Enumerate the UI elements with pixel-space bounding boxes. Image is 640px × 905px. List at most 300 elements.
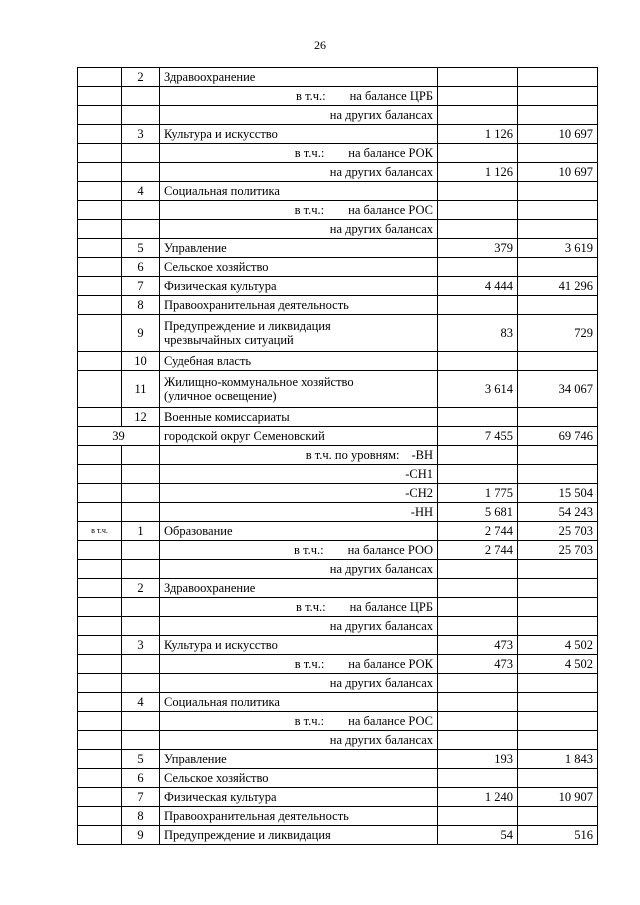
table-row <box>78 315 598 352</box>
table-row <box>78 788 598 807</box>
row-value-2 <box>518 465 598 484</box>
row-label-line2: чрезвычайных ситуаций <box>164 333 294 347</box>
row-sublabel-wrap <box>164 733 433 747</box>
row-label-cell <box>160 731 438 750</box>
row-label: Предупреждение и ликвидация <box>164 828 331 842</box>
row-label: Сельское хозяйство <box>164 771 269 785</box>
row-value-1: 2 744 <box>438 541 518 560</box>
row-label-cell <box>160 446 438 465</box>
row-label: Здравоохранение <box>164 70 256 84</box>
row-item-number: 7 <box>122 277 160 296</box>
row-group-code <box>78 258 122 277</box>
row-value-2 <box>518 807 598 826</box>
row-sublabel-wrap <box>164 467 433 481</box>
row-sublabel-wrap <box>164 448 433 462</box>
row-sublabel: -ВН <box>411 448 433 462</box>
row-value-1 <box>438 87 518 106</box>
table-row <box>78 352 598 371</box>
row-value-2: 15 504 <box>518 484 598 503</box>
table-row <box>78 522 598 541</box>
row-value-2 <box>518 144 598 163</box>
table-row <box>78 239 598 258</box>
row-group-code <box>78 731 122 750</box>
row-sublabel: на балансе РОК <box>348 657 433 671</box>
row-value-1 <box>438 408 518 427</box>
row-item-number: 2 <box>122 68 160 87</box>
row-group-code <box>78 617 122 636</box>
row-group-code <box>78 484 122 503</box>
row-item-number: 9 <box>122 826 160 845</box>
row-value-1 <box>438 106 518 125</box>
table-row <box>78 617 598 636</box>
row-label-cell <box>160 106 438 125</box>
row-value-1: 3 614 <box>438 371 518 408</box>
row-value-1 <box>438 712 518 731</box>
table-row <box>78 446 598 465</box>
table-row <box>78 503 598 522</box>
row-sublabel: на других балансах <box>329 676 433 690</box>
row-label-cell <box>160 598 438 617</box>
row-item-number <box>122 163 160 182</box>
row-group-code <box>78 826 122 845</box>
row-label-cell <box>160 258 438 277</box>
row-sublabel: -СН1 <box>405 467 433 481</box>
row-item-number <box>122 484 160 503</box>
row-value-1 <box>438 220 518 239</box>
row-prefix: в т.ч.: <box>294 203 325 217</box>
row-group-code <box>78 446 122 465</box>
row-group-code <box>78 220 122 239</box>
row-label-cell <box>160 352 438 371</box>
row-group-code <box>78 182 122 201</box>
row-label-cell <box>160 750 438 769</box>
row-value-1 <box>438 731 518 750</box>
row-value-2 <box>518 201 598 220</box>
row-item-number: 4 <box>122 693 160 712</box>
table-row <box>78 598 598 617</box>
row-item-number: 7 <box>122 788 160 807</box>
row-group-code <box>78 541 122 560</box>
row-value-1 <box>438 182 518 201</box>
table-row <box>78 258 598 277</box>
row-value-2 <box>518 617 598 636</box>
row-label: Предупреждение и ликвидация <box>164 319 331 333</box>
row-sublabel: -СН2 <box>405 486 433 500</box>
row-item-number <box>122 144 160 163</box>
table-row <box>78 484 598 503</box>
row-item-number <box>122 106 160 125</box>
row-group-code <box>78 144 122 163</box>
row-sublabel-wrap <box>164 486 433 500</box>
row-item-number: 11 <box>122 371 160 408</box>
row-group-code <box>78 239 122 258</box>
row-value-1 <box>438 617 518 636</box>
row-item-number: 10 <box>122 352 160 371</box>
table-row <box>78 636 598 655</box>
table-row <box>78 106 598 125</box>
row-value-1 <box>438 674 518 693</box>
table-row <box>78 541 598 560</box>
row-item-number <box>122 712 160 731</box>
row-value-2: 4 502 <box>518 636 598 655</box>
row-group-code <box>78 598 122 617</box>
table-row <box>78 712 598 731</box>
table-row <box>78 144 598 163</box>
row-label: Военные комиссариаты <box>164 410 290 424</box>
row-value-2 <box>518 182 598 201</box>
row-group-code <box>78 201 122 220</box>
table-row <box>78 201 598 220</box>
row-prefix: в т.ч. по уровням: <box>305 448 400 462</box>
row-group-code <box>78 750 122 769</box>
row-value-2 <box>518 87 598 106</box>
row-group-code <box>78 503 122 522</box>
row-value-2 <box>518 68 598 87</box>
row-group-code <box>78 87 122 106</box>
row-value-1: 54 <box>438 826 518 845</box>
row-group-code <box>78 125 122 144</box>
row-value-1 <box>438 560 518 579</box>
row-sublabel-wrap <box>164 108 433 122</box>
table-row <box>78 560 598 579</box>
row-value-2 <box>518 258 598 277</box>
row-label-cell <box>160 693 438 712</box>
row-group-code <box>78 788 122 807</box>
row-value-1: 473 <box>438 636 518 655</box>
row-label-cell <box>160 125 438 144</box>
row-label-cell <box>160 465 438 484</box>
row-value-2 <box>518 598 598 617</box>
row-label-cell <box>160 655 438 674</box>
row-label-cell <box>160 560 438 579</box>
table-row <box>78 163 598 182</box>
row-value-2: 1 843 <box>518 750 598 769</box>
row-label-cell <box>160 636 438 655</box>
row-prefix: в т.ч.: <box>296 600 326 614</box>
row-sublabel-wrap <box>164 146 433 160</box>
row-value-2 <box>518 296 598 315</box>
table-row <box>78 182 598 201</box>
row-item-number: 5 <box>122 239 160 258</box>
row-label-cell <box>160 220 438 239</box>
row-value-1: 1 126 <box>438 163 518 182</box>
row-district-number: 39 <box>78 427 160 446</box>
table-row <box>78 87 598 106</box>
row-sublabel-wrap <box>164 505 433 519</box>
row-label: Здравоохранение <box>164 581 256 595</box>
row-prefix: в т.ч.: <box>294 146 325 160</box>
row-value-2 <box>518 731 598 750</box>
table-row <box>78 655 598 674</box>
table-row <box>78 220 598 239</box>
row-sublabel-wrap <box>164 600 433 614</box>
row-label-cell <box>160 579 438 598</box>
row-value-1 <box>438 446 518 465</box>
table-row <box>78 807 598 826</box>
row-label-cell <box>160 144 438 163</box>
row-sublabel: на балансе РОС <box>348 714 433 728</box>
table-row <box>78 693 598 712</box>
row-label-line2: (уличное освещение) <box>164 389 277 403</box>
row-value-1 <box>438 68 518 87</box>
row-item-number: 12 <box>122 408 160 427</box>
row-value-1: 4 444 <box>438 277 518 296</box>
row-item-number: 3 <box>122 636 160 655</box>
row-group-code <box>78 674 122 693</box>
row-prefix: в т.ч.: <box>294 714 325 728</box>
row-item-number: 2 <box>122 579 160 598</box>
row-label: Управление <box>164 241 227 255</box>
row-value-1: 1 775 <box>438 484 518 503</box>
page-number: 26 <box>314 38 326 52</box>
row-value-2 <box>518 106 598 125</box>
row-sublabel: на балансе ЦРБ <box>349 600 433 614</box>
row-group-code <box>78 408 122 427</box>
row-item-number <box>122 560 160 579</box>
row-label: Физическая культура <box>164 790 277 804</box>
row-sublabel: на других балансах <box>329 619 433 633</box>
row-value-1: 473 <box>438 655 518 674</box>
row-value-1 <box>438 807 518 826</box>
row-sublabel-wrap <box>164 543 433 557</box>
row-group-code <box>78 315 122 352</box>
row-value-2 <box>518 693 598 712</box>
row-value-2 <box>518 560 598 579</box>
row-value-1 <box>438 352 518 371</box>
row-item-number <box>122 465 160 484</box>
row-group-code <box>78 560 122 579</box>
row-group-code <box>78 807 122 826</box>
row-value-2: 10 907 <box>518 788 598 807</box>
row-value-2: 4 502 <box>518 655 598 674</box>
row-value-1 <box>438 296 518 315</box>
row-value-2 <box>518 220 598 239</box>
row-label: Культура и искусство <box>164 638 278 652</box>
row-item-number <box>122 617 160 636</box>
row-sublabel-wrap <box>164 222 433 236</box>
table-row <box>78 408 598 427</box>
table-body <box>78 68 598 845</box>
row-label-cell <box>160 408 438 427</box>
row-value-1: 379 <box>438 239 518 258</box>
row-value-2: 10 697 <box>518 163 598 182</box>
row-label: Культура и искусство <box>164 127 278 141</box>
row-label: Управление <box>164 752 227 766</box>
row-value-2: 34 067 <box>518 371 598 408</box>
row-sublabel: -НН <box>410 505 433 519</box>
row-value-1: 7 455 <box>438 427 518 446</box>
row-item-number: 6 <box>122 769 160 788</box>
row-group-code <box>78 352 122 371</box>
row-sublabel: на других балансах <box>329 222 433 236</box>
row-item-number: 6 <box>122 258 160 277</box>
row-value-2: 516 <box>518 826 598 845</box>
row-label-cell <box>160 163 438 182</box>
table-row <box>78 579 598 598</box>
table-row <box>78 427 598 446</box>
row-group-code: в т.ч. <box>78 522 122 541</box>
row-label-cell <box>160 541 438 560</box>
table-row <box>78 674 598 693</box>
row-sublabel-wrap <box>164 203 433 217</box>
row-item-number <box>122 598 160 617</box>
row-prefix: в т.ч.: <box>294 543 324 557</box>
row-value-2: 25 703 <box>518 541 598 560</box>
row-group-code <box>78 296 122 315</box>
row-item-number: 9 <box>122 315 160 352</box>
row-value-2: 54 243 <box>518 503 598 522</box>
row-value-1 <box>438 598 518 617</box>
row-value-2: 25 703 <box>518 522 598 541</box>
row-item-number <box>122 87 160 106</box>
row-value-2 <box>518 579 598 598</box>
row-value-2: 729 <box>518 315 598 352</box>
row-value-2 <box>518 769 598 788</box>
row-group-code <box>78 163 122 182</box>
table-row <box>78 296 598 315</box>
row-label: Сельское хозяйство <box>164 260 269 274</box>
row-label-cell <box>160 201 438 220</box>
row-item-number: 8 <box>122 296 160 315</box>
row-value-2: 3 619 <box>518 239 598 258</box>
row-group-code <box>78 68 122 87</box>
row-value-1 <box>438 258 518 277</box>
row-label: Образование <box>164 524 233 538</box>
row-value-2: 69 746 <box>518 427 598 446</box>
row-label: городской округ Семеновский <box>164 429 325 443</box>
row-group-code <box>78 655 122 674</box>
row-label-cell <box>160 617 438 636</box>
row-item-number <box>122 731 160 750</box>
row-item-number <box>122 674 160 693</box>
row-value-2 <box>518 446 598 465</box>
row-label-cell <box>160 239 438 258</box>
row-sublabel: на других балансах <box>329 562 433 576</box>
row-label-cell <box>160 712 438 731</box>
row-label: Правоохранительная деятельность <box>164 809 349 823</box>
row-item-number: 1 <box>122 522 160 541</box>
row-group-code <box>78 465 122 484</box>
row-value-1 <box>438 579 518 598</box>
table-row <box>78 826 598 845</box>
table-row <box>78 371 598 408</box>
row-sublabel: на других балансах <box>329 733 433 747</box>
row-label-cell <box>160 182 438 201</box>
row-value-2 <box>518 674 598 693</box>
row-value-1 <box>438 144 518 163</box>
row-group-code <box>78 371 122 408</box>
row-value-1: 1 240 <box>438 788 518 807</box>
row-item-number <box>122 541 160 560</box>
table-row <box>78 277 598 296</box>
row-item-number: 8 <box>122 807 160 826</box>
row-label-cell <box>160 807 438 826</box>
row-label-cell <box>160 277 438 296</box>
row-group-code <box>78 106 122 125</box>
table-row <box>78 731 598 750</box>
row-item-number <box>122 220 160 239</box>
row-group-code <box>78 769 122 788</box>
row-group-code <box>78 693 122 712</box>
row-sublabel-wrap <box>164 165 433 179</box>
row-value-1: 193 <box>438 750 518 769</box>
row-group-code <box>78 636 122 655</box>
row-prefix: в т.ч.: <box>294 657 325 671</box>
row-item-number: 4 <box>122 182 160 201</box>
row-value-2: 41 296 <box>518 277 598 296</box>
budget-table <box>77 67 598 845</box>
row-sublabel: на других балансах <box>329 108 433 122</box>
row-label: Правоохранительная деятельность <box>164 298 349 312</box>
row-label: Физическая культура <box>164 279 277 293</box>
row-item-number <box>122 503 160 522</box>
row-label-cell <box>160 296 438 315</box>
row-label-cell <box>160 371 438 408</box>
table-row <box>78 769 598 788</box>
row-prefix: в т.ч.: <box>296 89 326 103</box>
row-value-1: 2 744 <box>438 522 518 541</box>
row-label-cell <box>160 87 438 106</box>
row-group-code <box>78 712 122 731</box>
row-sublabel-wrap <box>164 619 433 633</box>
table-row <box>78 125 598 144</box>
row-value-1 <box>438 465 518 484</box>
row-sublabel: на балансе ЦРБ <box>349 89 433 103</box>
row-sublabel: на балансе РОС <box>348 203 433 217</box>
row-value-1: 83 <box>438 315 518 352</box>
row-sublabel: на балансе РОК <box>348 146 433 160</box>
row-sublabel: на других балансах <box>329 165 433 179</box>
row-item-number: 3 <box>122 125 160 144</box>
row-sublabel-wrap <box>164 657 433 671</box>
row-label-cell <box>160 68 438 87</box>
row-label-cell <box>160 503 438 522</box>
table-row <box>78 750 598 769</box>
table-row <box>78 68 598 87</box>
row-item-number: 5 <box>122 750 160 769</box>
table-row <box>78 465 598 484</box>
row-value-2 <box>518 712 598 731</box>
row-label-cell <box>160 826 438 845</box>
row-label-cell <box>160 484 438 503</box>
row-value-1: 5 681 <box>438 503 518 522</box>
row-group-code <box>78 579 122 598</box>
row-group-code <box>78 277 122 296</box>
row-value-1 <box>438 693 518 712</box>
row-label: Жилищно-коммунальное хозяйство <box>164 375 354 389</box>
row-sublabel: на балансе РОО <box>347 543 433 557</box>
row-item-number <box>122 655 160 674</box>
row-label-cell <box>160 788 438 807</box>
row-sublabel-wrap <box>164 676 433 690</box>
row-label-cell <box>160 769 438 788</box>
row-label: Социальная политика <box>164 184 280 198</box>
row-sublabel-wrap <box>164 89 433 103</box>
row-label: Социальная политика <box>164 695 280 709</box>
row-value-1 <box>438 769 518 788</box>
row-item-number <box>122 201 160 220</box>
row-label-cell <box>160 427 438 446</box>
row-item-number <box>122 446 160 465</box>
row-sublabel-wrap <box>164 562 433 576</box>
row-value-1 <box>438 201 518 220</box>
row-sublabel-wrap <box>164 714 433 728</box>
row-label-cell <box>160 522 438 541</box>
row-value-2 <box>518 352 598 371</box>
row-label-cell <box>160 674 438 693</box>
row-value-2 <box>518 408 598 427</box>
row-label: Судебная власть <box>164 354 252 368</box>
